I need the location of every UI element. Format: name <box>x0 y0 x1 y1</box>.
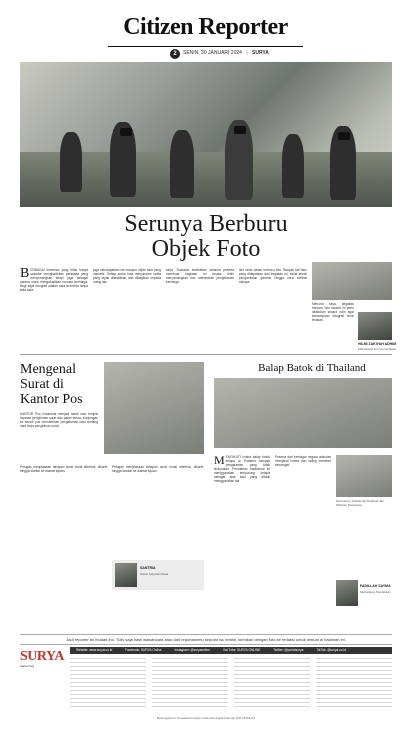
reporter-invitation: Jadi reporter itu mudah lho. Tulis saja hasil wawancara atau dari reportasemu seputar isu terkini, kirimkan dengan foto ke redaksi untuk dimuat di halaman ini. <box>20 634 392 645</box>
story2-writer-name: SANTRIA <box>140 566 156 570</box>
dateline: SENIN, 30 JANUARI 2024 | SURYA <box>183 50 269 56</box>
main-story-text-2: juga mendapatkan ide maupun objek baru yang menarik. Setiap sudut kota menyimpan cerita yang layak diabadikan dan dibagikan kepada orang lain. <box>93 268 161 284</box>
hero-photo <box>20 62 392 207</box>
contact-website[interactable]: Website: www.surya.co.id <box>76 648 113 652</box>
side-photo <box>312 262 392 300</box>
story2-writer-box <box>112 560 204 590</box>
author-photo <box>358 312 392 340</box>
story2-text-3: Petugas menjelaskan tahapan surat mulai diterima, disortir, hingga diantar ke alamat tujuan. <box>112 465 204 473</box>
contact-facebook[interactable]: Facebook: SURYA Online <box>125 648 162 652</box>
story2-text-2: Petugas menjelaskan tahapan surat mulai diterima, disortir, hingga diantar ke alamat tujuan. <box>20 465 108 473</box>
main-story-col-2 <box>93 268 161 284</box>
drop-cap: B <box>20 266 30 281</box>
story2-headline-1: Mengenal <box>20 362 76 377</box>
story3-body <box>214 455 270 483</box>
story3-writer-photo <box>336 580 358 606</box>
main-story-col-1 <box>20 268 88 292</box>
story3-caption: Permainan Tradisional Thailand dan Warisan Nusantara. <box>336 499 384 507</box>
contact-youtube[interactable]: YouTube: SURYA ONLINE <box>222 648 261 652</box>
contact-tiktok[interactable]: TikTok: @surya.co.id <box>316 648 346 652</box>
story2-text-1: KANTOR Pos Indonesia menjadi salah satu tempat layanan pengiriman surat dan paket tertua. Kunjungan ke kantor pos memberikan pengalaman baru tentang cara kerja pengiriman surat. <box>20 412 98 428</box>
main-story-text-4: ikut serta dalam berburu foto. Banyak hal baru yang didapatkan dari kegiatan ini, mulai teknik pengambilan gambar hingga cara melihat cahaya. <box>239 268 307 284</box>
story3-text-2: Peserta dari berbagai negara antusias mengikuti lomba dan saling memberi semangat. <box>275 455 331 467</box>
story3-headline: Balap Batok di Thailand <box>258 362 366 374</box>
logo-word: SURYA <box>20 649 64 664</box>
main-headline <box>20 212 392 262</box>
contact-twitter[interactable]: Twitter: @portalsurya <box>273 648 304 652</box>
story2-body-3 <box>112 465 204 473</box>
page-number-badge: 2 <box>170 49 180 59</box>
author-role: Mahasiswa Ilmu Komunikasi <box>358 347 396 351</box>
staff-listing <box>70 658 392 710</box>
story3-photo-2 <box>336 455 392 497</box>
story3-writer-role: Mahasiswa Pendidikan <box>360 590 391 594</box>
section-title: Citizen Reporter <box>123 14 288 40</box>
author-name: HILMI ZAKIYAH ADHIM <box>358 342 397 346</box>
headline-line-2: Objek Foto <box>151 236 261 262</box>
story2-writer-role: Siswa Sekolah Dasar <box>140 572 169 576</box>
masthead-rule <box>108 46 303 47</box>
story2-body-2 <box>20 465 108 473</box>
story2-headline-3: Kantor Pos <box>20 392 83 407</box>
story2-body <box>20 412 98 428</box>
main-story-text-5: Menurut saya, kegiatan berburu foto seperti ini perlu dilakukan secara rutin agar kemampuan fotografi terus terasah. <box>312 302 354 322</box>
contact-strip <box>70 647 392 654</box>
story3-text-1: ENGIKUTI lomba balap batok kelapa di Thailand menjadi pengalaman yang tidak terlupakan. Permainan tradisional ini menggunakan tempurung kelapa sebagai alas kaki yang ditarik menggunakan tali. <box>214 455 270 483</box>
story3-body-2 <box>275 455 331 467</box>
main-story-text-1: ERBAGAI kesenian yang tidak hanya sekadar menghadirkan perasaan yang menyenangkan tetapi juga sebagai sarana untuk mengabadikan momen berharga. Bagi saya fotografi adalah cara bercerita tanpa kata-kata. <box>20 268 88 292</box>
main-story-col-3 <box>166 268 234 284</box>
brand-name: SURYA <box>252 50 269 56</box>
story3-drop-cap: M <box>214 453 225 467</box>
story2-headline <box>20 362 100 407</box>
headline-line-1: Serunya Berburu <box>124 211 288 237</box>
main-story-col-4 <box>239 268 307 284</box>
contact-instagram[interactable]: Instagram: @suryaonline <box>174 648 210 652</box>
main-story-text-3: kerja. Suasana keakraban sesama peserta membuat kegiatan ini terasa lebih menyenangkan dan menambah pengalaman berharga. <box>166 268 234 284</box>
section-divider <box>20 354 392 355</box>
story3-writer-name: FADILLAH SAYMA <box>360 584 391 588</box>
story2-writer-photo <box>115 563 137 587</box>
surya-logo <box>20 649 64 685</box>
story2-photo-1 <box>104 362 204 454</box>
issue-date: SENIN, 30 JANUARI 2024 <box>183 50 242 56</box>
story3-photo-1 <box>214 378 392 448</box>
story2-headline-2: Surat di <box>20 377 64 392</box>
main-story-col-5 <box>312 302 354 322</box>
subscription-note: Berlangganan: Pemasaran koran cetak dan digital hubungi (031) 8201212 <box>156 716 256 720</box>
logo-tagline: Harian Pagi <box>20 665 35 668</box>
